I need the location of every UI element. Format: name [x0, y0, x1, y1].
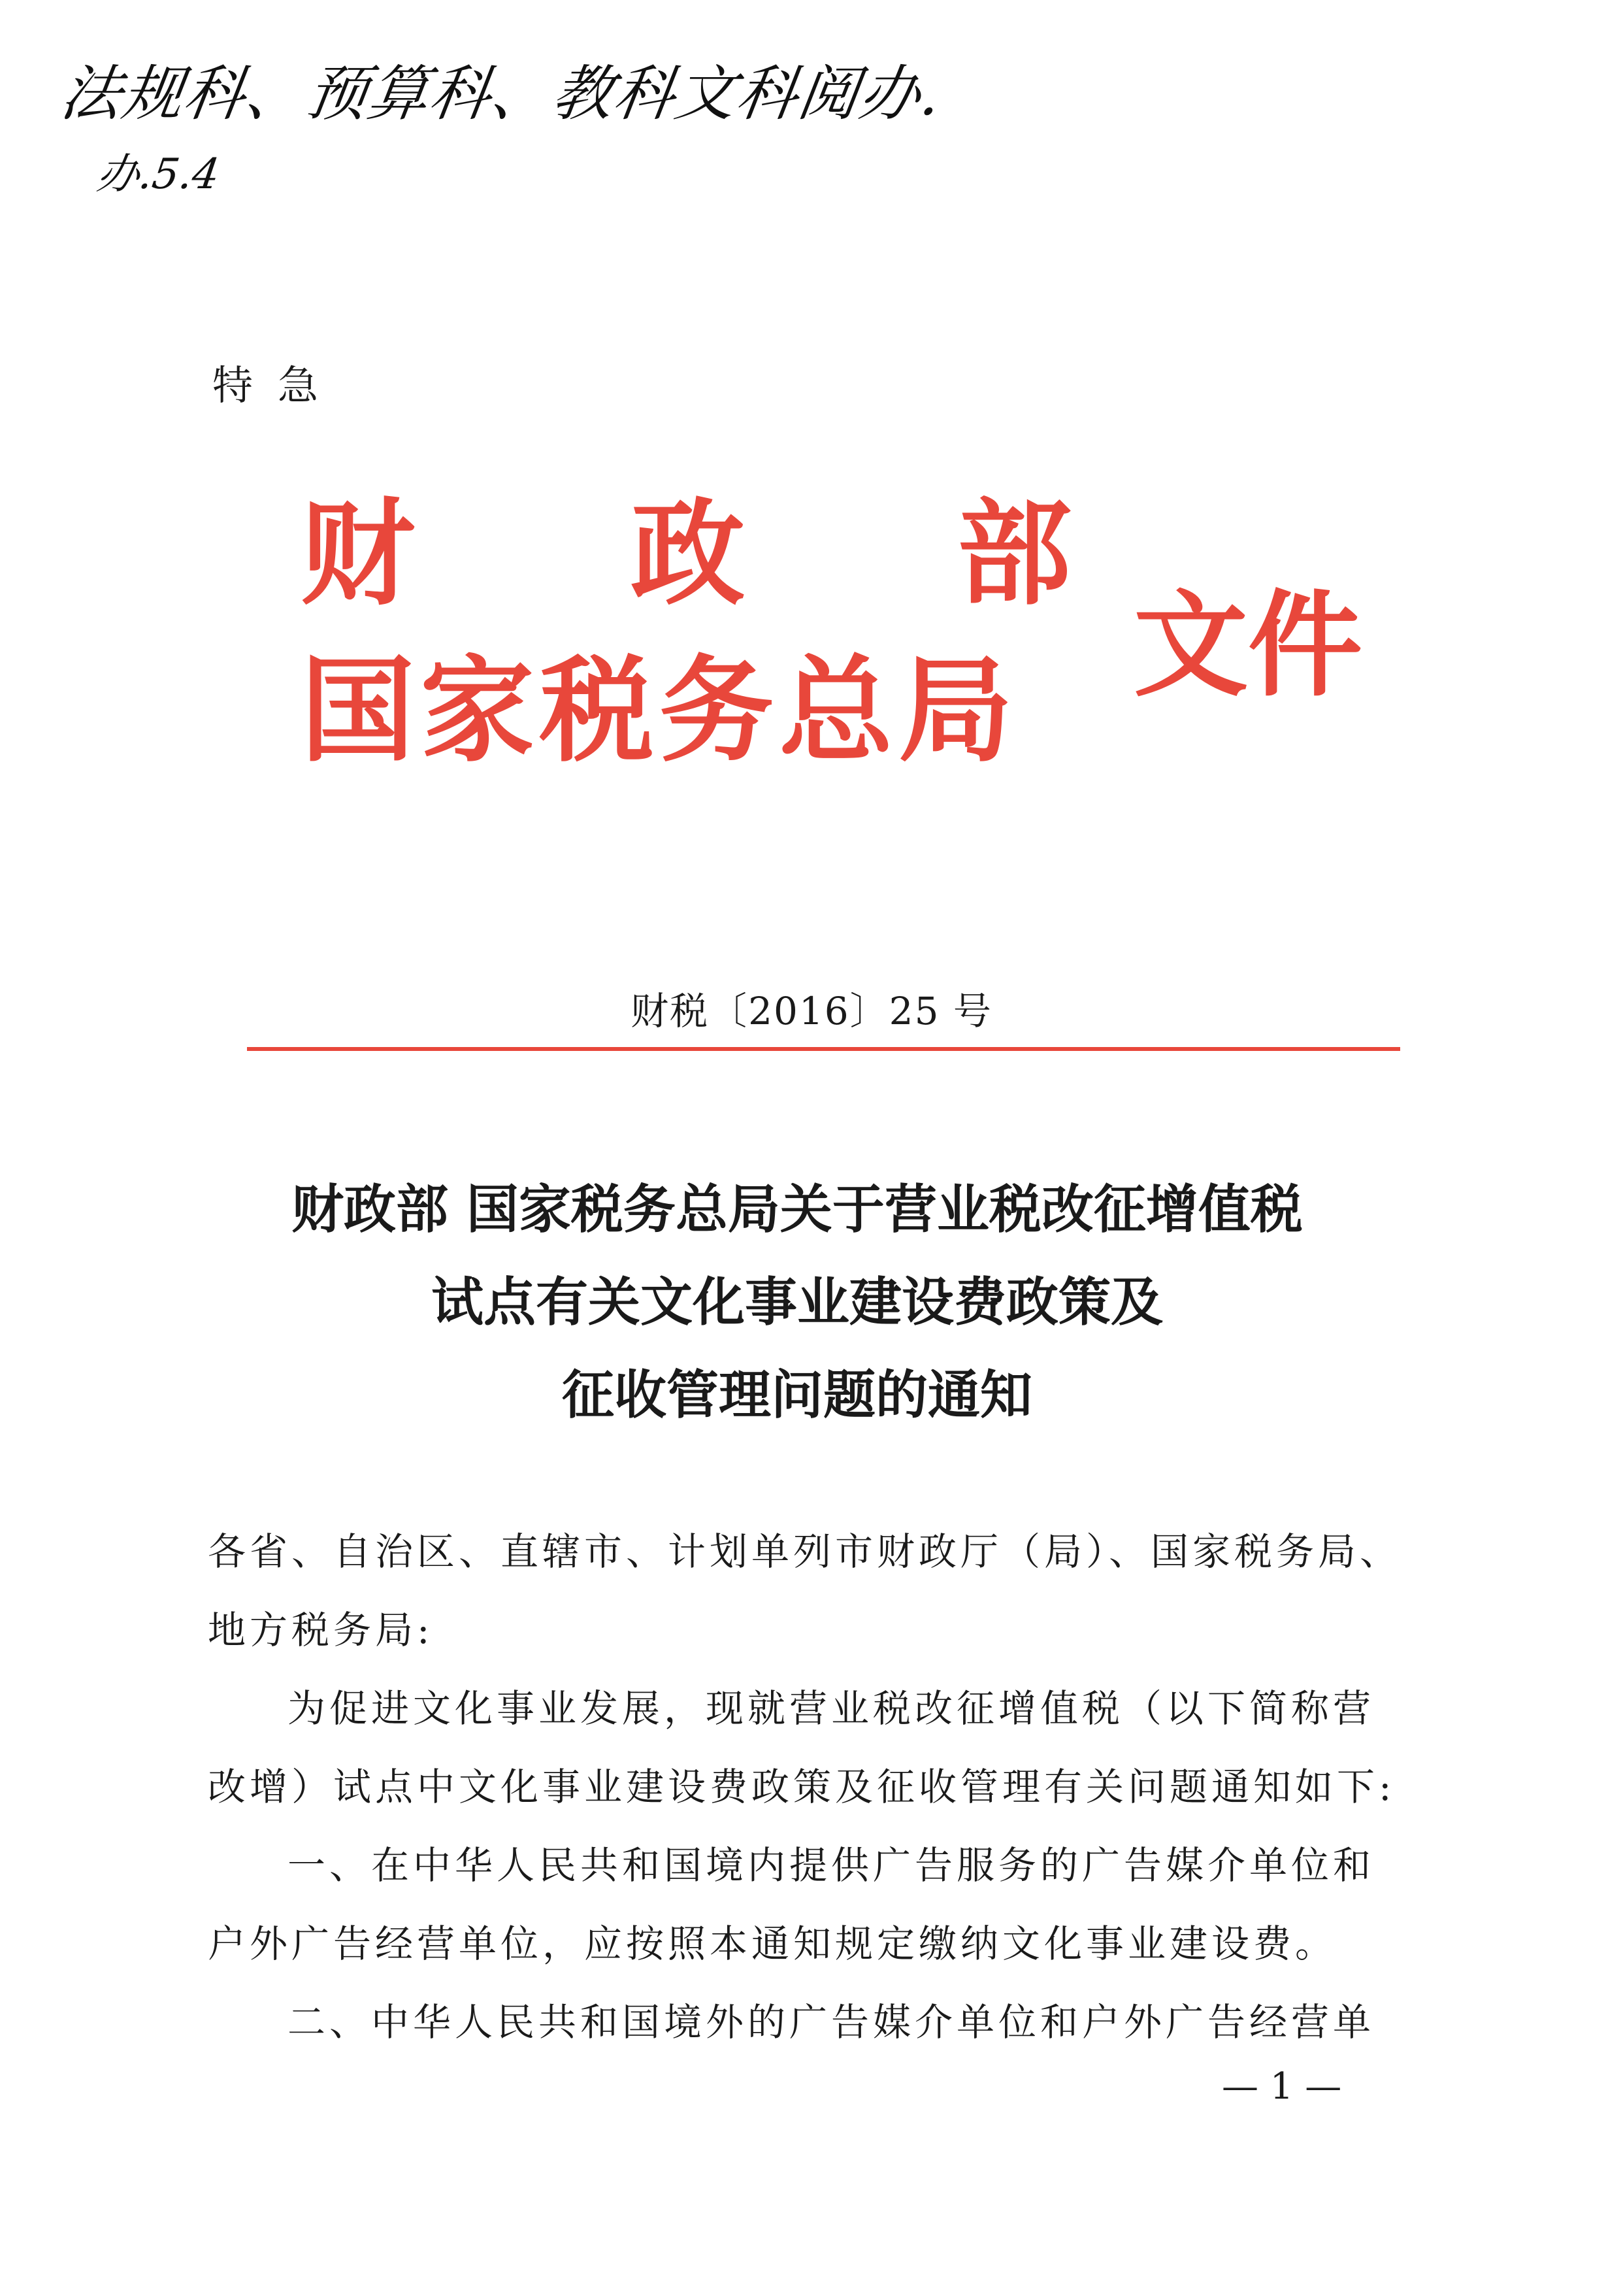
handwritten-annotation-line1: 法规科、预算科、教科文科阅办. — [56, 59, 947, 129]
handwritten-annotation-line2: 办.5.4 — [93, 150, 223, 199]
paragraph-1-line-2: 改增）试点中文化事业建设费政策及征收管理有关问题通知如下: — [208, 1765, 1396, 1809]
paragraph-3-line-1: 二、中华人民共和国境外的广告媒介单位和户外广告经营单 — [287, 2000, 1375, 2044]
title-line-3: 征收管理问题的通知 — [562, 1364, 1032, 1425]
paragraph-2-line-1: 一、在中华人民共和国境内提供广告服务的广告媒介单位和 — [287, 1843, 1375, 1888]
title-line-2: 试点有关文化事业建设费政策及 — [431, 1271, 1163, 1333]
document-type-word: 文件 — [1134, 578, 1362, 712]
paragraph-1-line-1: 为促进文化事业发展，现就营业税改征增值税（以下简称营 — [287, 1686, 1375, 1731]
issuer-char-3: 部 — [957, 487, 1072, 621]
page-number: — 1 — — [1222, 2065, 1342, 2108]
document-number: 财税〔2016〕25 号 — [631, 989, 992, 1033]
addressee-line-2: 地方税务局: — [208, 1608, 434, 1652]
red-divider-line — [247, 1047, 1400, 1051]
issuer-char-2: 政 — [631, 487, 745, 621]
issuer-char-1: 财 — [301, 487, 415, 621]
addressee-line-1: 各省、自治区、直辖市、计划单列市财政厅（局）、国家税务局、 — [208, 1529, 1402, 1574]
urgency-label: 特急 — [212, 361, 344, 409]
issuer-line-2: 国家税务总局 — [301, 644, 1018, 778]
paragraph-2-line-2: 户外广告经营单位，应按照本通知规定缴纳文化事业建设费。 — [208, 1922, 1337, 1966]
title-line-1: 财政部 国家税务总局关于营业税改征增值税 — [291, 1178, 1303, 1240]
